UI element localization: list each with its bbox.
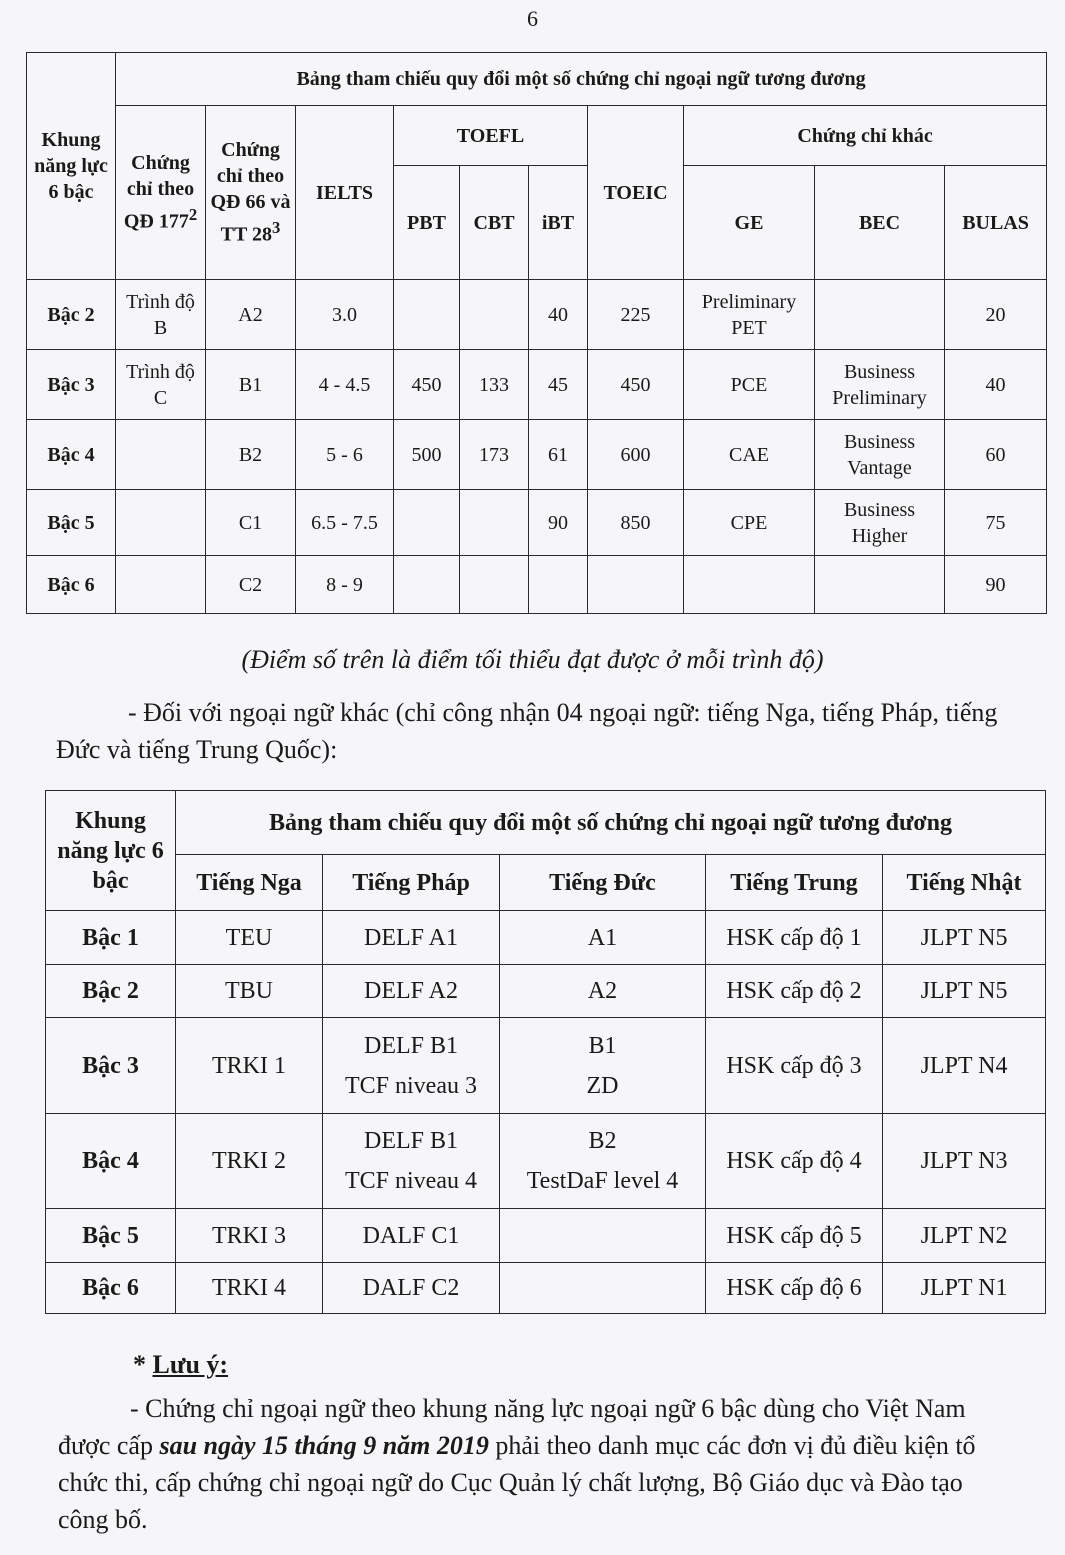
cell-bec: Business Vantage bbox=[815, 420, 945, 490]
col-qd66-header: Chứng chỉ theo QĐ 66 và TT $28^3$ bbox=[206, 106, 296, 280]
col-ge-header: GE bbox=[684, 166, 815, 280]
cell-ielts: 3.0 bbox=[296, 280, 394, 350]
cell-japanese: JLPT N1 bbox=[883, 1263, 1046, 1314]
col-german-header: Tiếng Đức bbox=[500, 855, 706, 911]
col-toeic-header: TOEIC bbox=[588, 106, 684, 280]
cell-ge: CPE bbox=[684, 490, 815, 556]
table-caption: (Điểm số trên là điểm tối thiểu đạt được ở mỗi trình độ) bbox=[241, 645, 824, 674]
cell-pbt bbox=[394, 280, 460, 350]
table-row bbox=[46, 1263, 1046, 1314]
cell-level: Bậc 1 bbox=[46, 911, 176, 965]
cell-german bbox=[500, 911, 706, 965]
cell-pbt: 450 bbox=[394, 350, 460, 420]
cell-chinese: HSK cấp độ 4 bbox=[706, 1114, 883, 1209]
cell-toeic: 850 bbox=[588, 490, 684, 556]
other-languages-paragraph: - Đối với ngoại ngữ khác (chỉ công nhận 04 ngoại ngữ: tiếng Nga, tiếng Pháp, tiếng Đức và tiếng Trung Quốc): bbox=[56, 698, 998, 764]
table-row bbox=[27, 350, 1047, 420]
cell-toeic: 600 bbox=[588, 420, 684, 490]
cell-bulas: 75 bbox=[945, 490, 1047, 556]
cell-chinese: HSK cấp độ 6 bbox=[706, 1263, 883, 1314]
cell-ibt: 45 bbox=[529, 350, 588, 420]
cell-line: DALF C2 bbox=[362, 1275, 460, 1301]
cell-qd66: B1 bbox=[206, 350, 296, 420]
table-row bbox=[27, 280, 1047, 350]
cell-french bbox=[323, 1018, 500, 1114]
cell-bec bbox=[815, 280, 945, 350]
cell-japanese: JLPT N4 bbox=[883, 1018, 1046, 1114]
table-row bbox=[27, 420, 1047, 490]
cell-pbt: 500 bbox=[394, 420, 460, 490]
cell-line: DELF B1 bbox=[363, 1032, 458, 1059]
cell-bulas: 40 bbox=[945, 350, 1047, 420]
cell-level: Bậc 6 bbox=[27, 556, 116, 614]
cell-qd66: B2 bbox=[206, 420, 296, 490]
cell-chinese: HSK cấp độ 5 bbox=[706, 1209, 883, 1263]
cell-russian: TEU bbox=[176, 911, 323, 965]
cell-line: DALF C1 bbox=[362, 1222, 460, 1249]
cell-french bbox=[323, 1114, 500, 1209]
cell-russian: TRKI 1 bbox=[176, 1018, 323, 1114]
table-row bbox=[46, 1209, 1046, 1263]
cell-french bbox=[323, 1209, 500, 1263]
cell-qd66: A2 bbox=[206, 280, 296, 350]
col-qd177-header: Chứng chỉ theo QĐ $177^2$ bbox=[116, 106, 206, 280]
cell-bulas: 60 bbox=[945, 420, 1047, 490]
cell-pbt bbox=[394, 556, 460, 614]
cell-ibt bbox=[529, 556, 588, 614]
col-bec-header: BEC bbox=[815, 166, 945, 280]
cell-pbt bbox=[394, 490, 460, 556]
cell-level: Bậc 2 bbox=[46, 965, 176, 1018]
table-title-header: Bảng tham chiếu quy đổi một số chứng chỉ ngoại ngữ tương đương bbox=[176, 791, 1046, 855]
cell-cbt: 133 bbox=[460, 350, 529, 420]
cell-qd177: Trình độ B bbox=[116, 280, 206, 350]
cell-cbt bbox=[460, 280, 529, 350]
cell-line: A1 bbox=[587, 924, 618, 951]
col-bulas-header: BULAS bbox=[945, 166, 1047, 280]
note-star: * bbox=[133, 1350, 153, 1379]
other-language-certificate-table bbox=[45, 790, 1046, 1314]
cell-ielts: 4 - 4.5 bbox=[296, 350, 394, 420]
col-ielts-header: IELTS bbox=[296, 106, 394, 280]
cell-bulas: 20 bbox=[945, 280, 1047, 350]
cell-ge: PCE bbox=[684, 350, 815, 420]
cell-level: Bậc 3 bbox=[46, 1018, 176, 1114]
cell-russian: TRKI 4 bbox=[176, 1263, 323, 1314]
cell-qd177 bbox=[116, 420, 206, 490]
col-cbt-header: CBT bbox=[460, 166, 529, 280]
cell-russian: TBU bbox=[176, 965, 323, 1018]
cell-bulas: 90 bbox=[945, 556, 1047, 614]
cell-toeic: 225 bbox=[588, 280, 684, 350]
cell-german bbox=[500, 1114, 706, 1209]
cell-ibt: 40 bbox=[529, 280, 588, 350]
note-date-emphasis: sau ngày 15 tháng 9 năm 2019 bbox=[159, 1431, 489, 1460]
cell-japanese: JLPT N5 bbox=[883, 965, 1046, 1018]
cell-level: Bậc 5 bbox=[46, 1209, 176, 1263]
cell-french bbox=[323, 911, 500, 965]
col-other-header: Chứng chỉ khác bbox=[684, 106, 1047, 166]
cell-line: ZD bbox=[586, 1072, 619, 1099]
cell-russian: TRKI 3 bbox=[176, 1209, 323, 1263]
cell-cbt: 173 bbox=[460, 420, 529, 490]
cell-line: TCF niveau 3 bbox=[345, 1072, 477, 1099]
cell-level: Bậc 4 bbox=[27, 420, 116, 490]
table-row bbox=[27, 556, 1047, 614]
note-heading bbox=[133, 1346, 228, 1383]
cell-level: Bậc 2 bbox=[27, 280, 116, 350]
cell-german bbox=[500, 965, 706, 1018]
col-framework-header: Khung năng lực 6 bậc bbox=[46, 791, 176, 911]
cell-line: DELF A1 bbox=[363, 924, 458, 951]
cell-french bbox=[323, 1263, 500, 1314]
col-russian-header: Tiếng Nga bbox=[176, 855, 323, 911]
cell-qd66: C2 bbox=[206, 556, 296, 614]
col-japanese-header: Tiếng Nhật bbox=[883, 855, 1046, 911]
cell-line: B2 bbox=[588, 1128, 617, 1154]
cell-chinese: HSK cấp độ 1 bbox=[706, 911, 883, 965]
english-certificate-table bbox=[26, 52, 1047, 614]
cell-ielts: 6.5 - 7.5 bbox=[296, 490, 394, 556]
cell-level: Bậc 6 bbox=[46, 1263, 176, 1314]
cell-chinese: HSK cấp độ 2 bbox=[706, 965, 883, 1018]
cell-japanese: JLPT N2 bbox=[883, 1209, 1046, 1263]
page-number: 6 bbox=[527, 6, 538, 31]
table-row bbox=[46, 911, 1046, 965]
col-ibt-header: iBT bbox=[529, 166, 588, 280]
table-row bbox=[46, 1018, 1046, 1114]
cell-line: DELF A2 bbox=[363, 978, 458, 1004]
cell-line: DELF B1 bbox=[363, 1128, 458, 1154]
cell-cbt bbox=[460, 490, 529, 556]
cell-ge: CAE bbox=[684, 420, 815, 490]
cell-qd177: Trình độ C bbox=[116, 350, 206, 420]
cell-ibt: 61 bbox=[529, 420, 588, 490]
table-row bbox=[27, 490, 1047, 556]
note-paragraph: - Chứng chỉ ngoại ngữ theo khung năng lực ngoại ngữ 6 bậc dùng cho Việt Nam được cấp sau ngày 15 tháng 9 năm 2019 phải theo danh mục các đơn vị đủ điều kiện tổ chức thi, cấp chứng chỉ ngoại ngữ do Cục Quản lý chất lượng, Bộ Giáo dục và Đào tạo công bố. bbox=[58, 1394, 976, 1534]
cell-line: TCF niveau 4 bbox=[345, 1168, 477, 1194]
cell-japanese: JLPT N3 bbox=[883, 1114, 1046, 1209]
col-chinese-header: Tiếng Trung bbox=[706, 855, 883, 911]
note-title: Lưu ý: bbox=[152, 1350, 229, 1379]
cell-ielts: 8 - 9 bbox=[296, 556, 394, 614]
cell-german bbox=[500, 1263, 706, 1314]
cell-line: A2 bbox=[587, 978, 618, 1004]
cell-russian: TRKI 2 bbox=[176, 1114, 323, 1209]
cell-level: Bậc 3 bbox=[27, 350, 116, 420]
cell-line: TestDaF level 4 bbox=[526, 1168, 679, 1194]
col-toefl-header: TOEFL bbox=[394, 106, 588, 166]
cell-qd66: C1 bbox=[206, 490, 296, 556]
cell-bec: Business Higher bbox=[815, 490, 945, 556]
cell-line: B1 bbox=[588, 1032, 617, 1059]
cell-german bbox=[500, 1018, 706, 1114]
cell-qd177 bbox=[116, 556, 206, 614]
table-title-header: Bảng tham chiếu quy đổi một số chứng chỉ ngoại ngữ tương đương bbox=[116, 53, 1047, 106]
cell-german bbox=[500, 1209, 706, 1263]
cell-ielts: 5 - 6 bbox=[296, 420, 394, 490]
col-french-header: Tiếng Pháp bbox=[323, 855, 500, 911]
cell-ge: Preliminary PET bbox=[684, 280, 815, 350]
cell-toeic: 450 bbox=[588, 350, 684, 420]
cell-ge bbox=[684, 556, 815, 614]
cell-qd177 bbox=[116, 490, 206, 556]
cell-bec: Business Preliminary bbox=[815, 350, 945, 420]
cell-level: Bậc 5 bbox=[27, 490, 116, 556]
col-pbt-header: PBT bbox=[394, 166, 460, 280]
cell-chinese: HSK cấp độ 3 bbox=[706, 1018, 883, 1114]
cell-ibt: 90 bbox=[529, 490, 588, 556]
cell-cbt bbox=[460, 556, 529, 614]
cell-japanese: JLPT N5 bbox=[883, 911, 1046, 965]
table-row bbox=[46, 965, 1046, 1018]
table-row bbox=[46, 1114, 1046, 1209]
col-framework-header: Khung năng lực 6 bậc bbox=[27, 53, 116, 280]
cell-level: Bậc 4 bbox=[46, 1114, 176, 1209]
cell-french bbox=[323, 965, 500, 1018]
cell-bec bbox=[815, 556, 945, 614]
cell-toeic bbox=[588, 556, 684, 614]
